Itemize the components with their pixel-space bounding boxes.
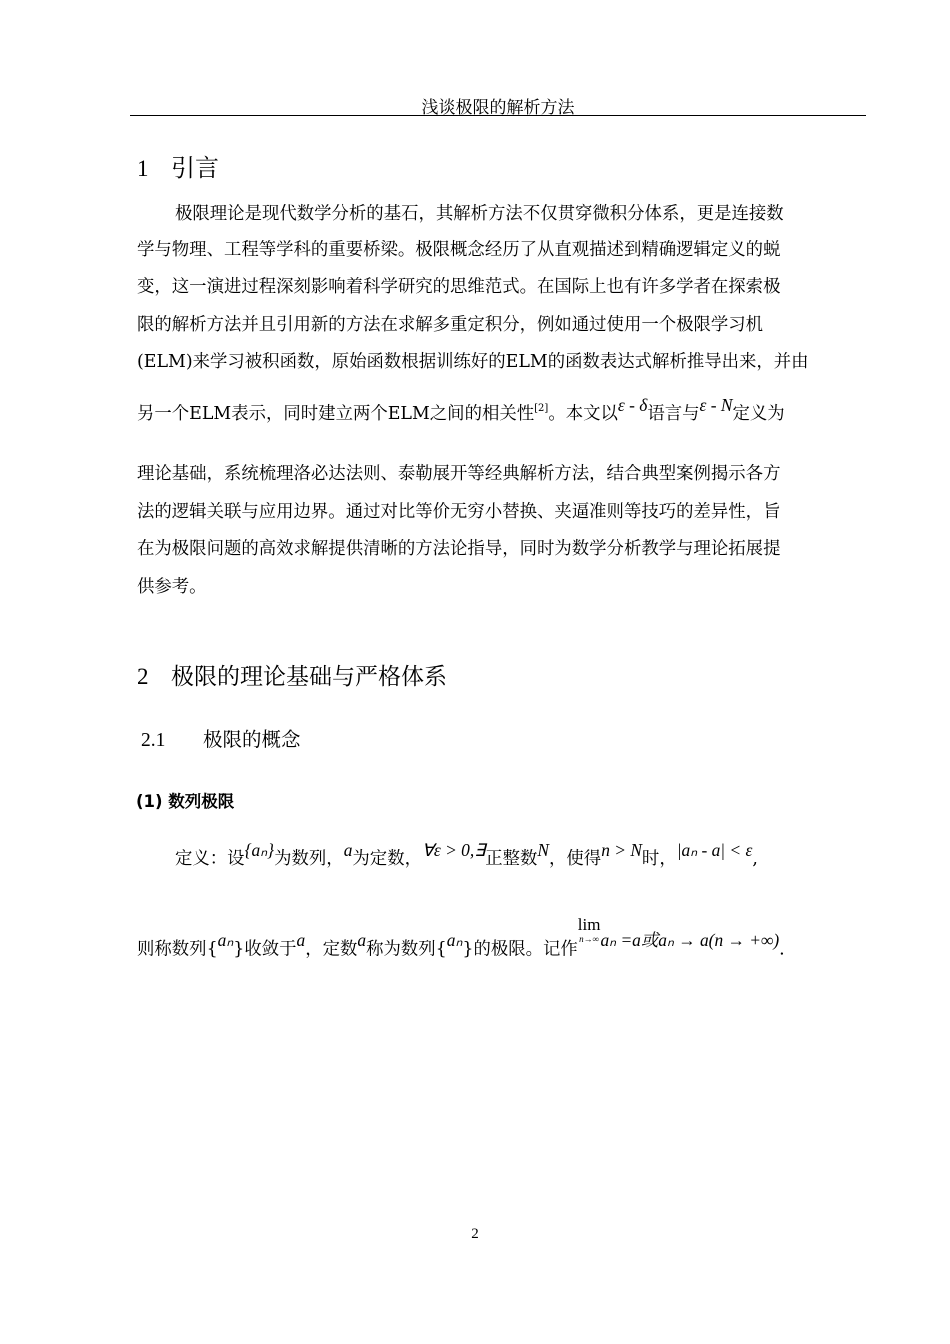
paragraph-line: 供参考。 bbox=[137, 577, 207, 597]
section-title: 引言 bbox=[171, 154, 219, 182]
citation-ref: [2] bbox=[534, 403, 549, 414]
subsection-title: 极限的概念 bbox=[203, 728, 301, 751]
subsection-heading bbox=[141, 724, 301, 752]
inequality-expr: n > N bbox=[601, 840, 642, 860]
section-title: 极限的理论基础与严格体系 bbox=[171, 664, 447, 690]
paragraph-line: (ELM)来学习被积函数，原始函数根据训练好的ELM的函数表达式解析推导出来，并由 bbox=[137, 352, 809, 372]
header-rule bbox=[130, 115, 866, 116]
paragraph-line: 法的逻辑关联与应用边界。通过对比等价无穷小替换、夹逼准则等技巧的差异性，旨 bbox=[137, 502, 781, 522]
epsilon-n-symbol: ε - N bbox=[699, 395, 733, 415]
paragraph-line: 变，这一演进过程深刻影响着科学研究的思维范式。在国际上也有许多学者在探索极 bbox=[137, 277, 781, 297]
math-an: aₙ bbox=[217, 930, 234, 951]
paragraph-line: 在为极限问题的高效求解提供清晰的方法论指导，同时为数学分析教学与理论拓展提 bbox=[137, 539, 781, 559]
paragraph-line: 限的解析方法并且引用新的方法在求解多重定积分，例如通过使用一个极限学习机 bbox=[137, 315, 764, 335]
definition-line: 则称数列{aₙ}收敛于a，定数a称为数列{aₙ}的极限。记作lim n→∞ aₙ =a或aₙ → a(n → +∞). bbox=[137, 915, 785, 960]
abs-inequality: |aₙ - a| < ε bbox=[676, 840, 753, 860]
paragraph-line: 另一个ELM表示，同时建立两个ELM之间的相关性[2]。本文以ε - δ语言与ε - N定义为 bbox=[137, 395, 785, 424]
definition-line: 定义：设{aₙ}为数列，a为定数，∀ε > 0,∃正整数N，使得n > N时，|aₙ - a| < ε, bbox=[175, 840, 758, 869]
condition-expr: ∀ε > 0,∃ bbox=[421, 840, 486, 860]
item-label: (1) 数列极限 bbox=[136, 792, 235, 811]
running-header: 浅谈极限的解析方法 bbox=[421, 98, 575, 118]
epsilon-delta-symbol: ε - δ bbox=[617, 395, 648, 415]
page-number: 2 bbox=[471, 1226, 479, 1242]
paragraph-line: 学与物理、工程等学科的重要桥梁。极限概念经历了从直观描述到精确逻辑定义的蜕 bbox=[137, 240, 781, 260]
subsection-number: 2.1 bbox=[141, 730, 166, 751]
limit-operator: lim n→∞ bbox=[577, 915, 601, 945]
section-number: 2 bbox=[137, 664, 149, 689]
sequence-symbol: {aₙ} bbox=[244, 840, 275, 860]
section-1-heading bbox=[137, 148, 219, 183]
paragraph-line: 极限理论是现代数学分析的基石，其解析方法不仅贯穿微积分体系，更是连接数 bbox=[175, 204, 784, 224]
section-2-heading bbox=[137, 658, 447, 691]
paragraph-line: 理论基础，系统梳理洛必达法则、泰勒展开等经典解析方法，结合典型案例揭示各方 bbox=[137, 464, 781, 484]
math-a: a bbox=[357, 930, 367, 951]
section-number: 1 bbox=[137, 156, 149, 181]
math-n-upper: N bbox=[537, 840, 549, 860]
math-a: a bbox=[343, 840, 353, 860]
math-a: a bbox=[296, 930, 306, 951]
limit-expression: aₙ =a或aₙ → a(n → +∞) bbox=[600, 930, 780, 951]
math-an: aₙ bbox=[446, 930, 463, 951]
